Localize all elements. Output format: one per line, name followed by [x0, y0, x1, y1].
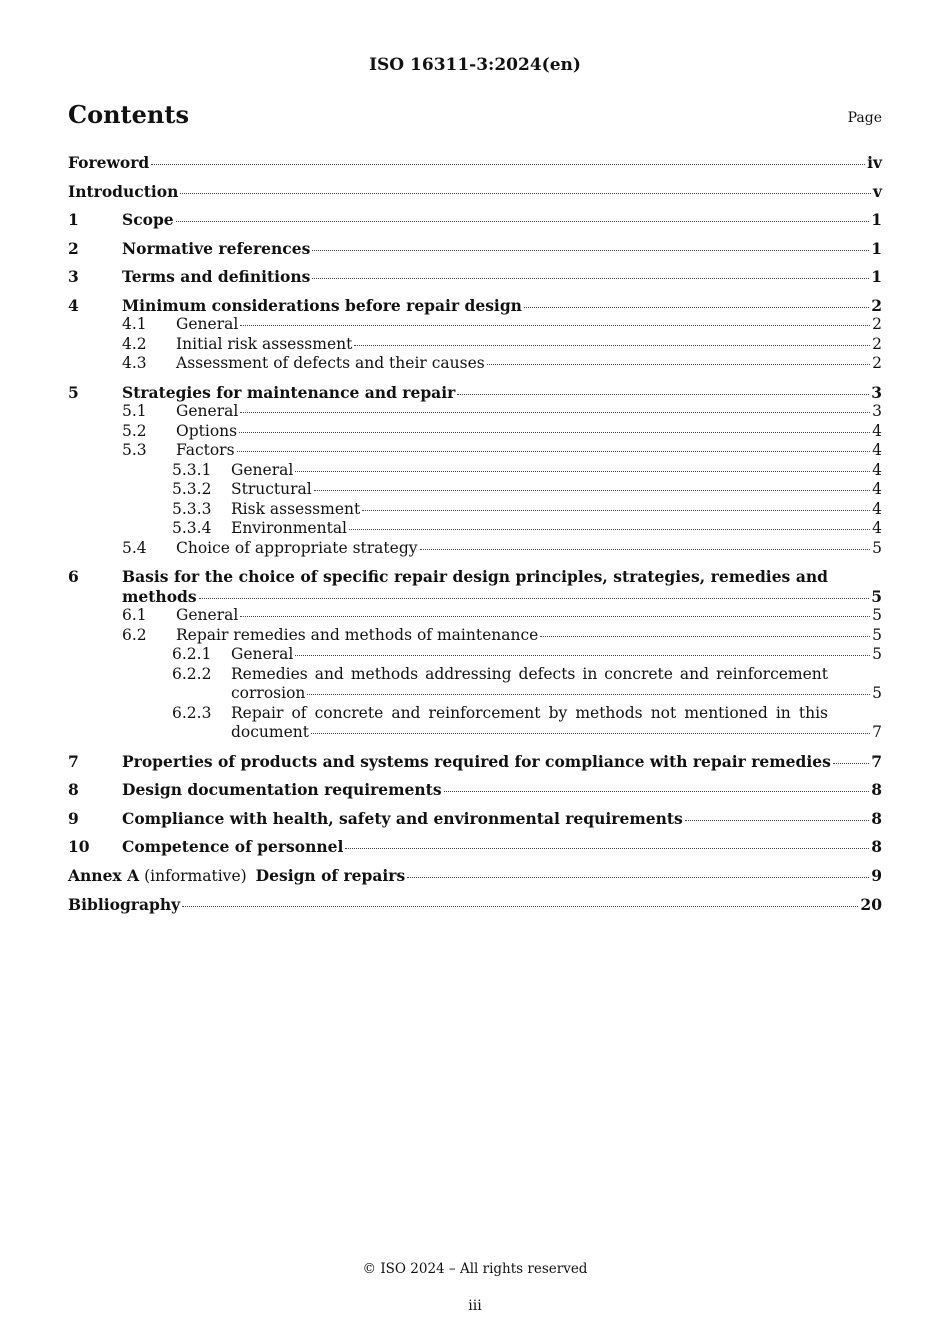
toc-entry-s6-2-2[interactable]	[68, 665, 882, 704]
toc-entry-page: 7	[871, 751, 882, 771]
toc-entry-number: 4	[68, 295, 79, 315]
toc-entry-number: 6.2.1	[172, 645, 212, 663]
toc-entry-page: 1	[871, 238, 882, 258]
leader-dots	[540, 636, 870, 637]
toc-entry-s6-2-1[interactable]	[68, 645, 882, 665]
toc-entry-number: 10	[68, 837, 90, 856]
toc-entry-number: 4.2	[122, 334, 147, 353]
toc-entry-s2[interactable]	[68, 239, 882, 259]
toc-entry-page: 2	[871, 295, 882, 315]
copyright-notice: © ISO 2024 – All rights reserved	[362, 1261, 588, 1277]
toc-entry-s1[interactable]	[68, 210, 882, 230]
leader-dots	[237, 451, 871, 452]
toc-entry-text: Bibliography	[68, 895, 181, 914]
toc-entry-page: 20	[860, 895, 882, 914]
toc-entry-text: Compliance with health, safety and environmental requirements	[122, 808, 683, 828]
toc-entry-text: Design of repairs	[255, 865, 406, 885]
page-number: iii	[468, 1298, 482, 1314]
toc-entry-text-line2: methods	[122, 586, 197, 606]
leader-dots	[349, 529, 870, 530]
toc-entry-s4[interactable]	[68, 296, 882, 316]
toc-entry-number: 5.3.1	[172, 460, 212, 479]
toc-entry-page: 5	[872, 645, 882, 663]
toc-entry-s5-1[interactable]	[68, 402, 882, 422]
page-column-label: Page	[847, 110, 882, 126]
toc-entry-page: 8	[871, 837, 882, 856]
toc-entry-page: 5	[872, 684, 882, 702]
annex-qualifier: (informative)	[144, 866, 247, 885]
toc-entry-page: 4	[872, 519, 882, 537]
toc-entry-s5-3-2[interactable]	[68, 480, 882, 500]
toc-entry-s8[interactable]	[68, 780, 882, 800]
toc-entry-number: 2	[68, 238, 79, 258]
leader-dots	[182, 906, 858, 907]
toc-entry-number: 3	[68, 267, 79, 286]
leader-dots	[240, 325, 870, 326]
toc-entry-text: Introduction	[68, 181, 179, 201]
toc-entry-s5-3-4[interactable]	[68, 519, 882, 539]
toc-entry-text: Design documentation requirements	[122, 780, 442, 799]
toc-entry-page: 3	[871, 382, 882, 402]
toc-entry-page: 4	[872, 480, 882, 498]
toc-entry-text-line1: Remedies and methods addressing defects in concrete and reinforcement	[231, 664, 828, 683]
toc-entry-page: 4	[872, 441, 882, 459]
toc-entry-s5-2[interactable]	[68, 422, 882, 442]
toc-entry-number: 9	[68, 808, 79, 828]
leader-dots	[354, 345, 870, 346]
toc-entry-number: 6.1	[122, 606, 147, 624]
toc-entry-page: 1	[871, 210, 882, 229]
document-id: ISO 16311-3:2024(en)	[369, 55, 581, 75]
leader-dots	[240, 616, 870, 617]
toc-entry-s6[interactable]	[68, 567, 882, 606]
toc-entry-text: General	[176, 315, 239, 333]
toc-entry-text: Terms and definitions	[122, 267, 311, 286]
leader-dots	[685, 820, 869, 821]
toc-entry-text: Normative references	[122, 238, 311, 258]
toc-entry-page: 9	[871, 865, 882, 885]
toc-entry-introduction[interactable]	[68, 182, 882, 202]
toc-entry-text: General	[176, 402, 239, 420]
toc-entry-text-line2: corrosion	[231, 684, 306, 702]
leader-dots	[295, 471, 870, 472]
leader-dots	[176, 221, 870, 222]
toc-entry-number: 5.4	[122, 538, 147, 557]
toc-entry-number: 5	[68, 382, 79, 402]
toc-entry-text: General	[231, 460, 294, 479]
toc-entry-text: General	[231, 645, 294, 663]
leader-dots	[345, 848, 869, 849]
toc-entry-s5-3-3[interactable]	[68, 500, 882, 520]
toc-entry-text: Minimum considerations before repair design	[122, 295, 522, 315]
toc-entry-number: 1	[68, 210, 79, 229]
toc-entry-page: 5	[872, 625, 882, 644]
toc-entry-number: 5.3.2	[172, 480, 212, 498]
toc-entry-number: 4.3	[122, 354, 147, 372]
toc-entry-page: 1	[871, 267, 882, 286]
toc-entry-s5[interactable]	[68, 383, 882, 403]
leader-dots	[307, 694, 870, 695]
toc-entry-text-line1: Repair of concrete and reinforcement by methods not mentioned in this	[231, 703, 828, 722]
toc-entry-page: 5	[871, 586, 882, 606]
leader-dots	[312, 250, 869, 251]
toc-entry-page: 4	[872, 499, 882, 518]
leader-dots	[524, 307, 869, 308]
toc-entry-s7[interactable]	[68, 752, 882, 772]
toc-entry-s5-4[interactable]	[68, 539, 882, 559]
toc-entry-page: v	[872, 181, 882, 201]
toc-entry-bibliography[interactable]	[68, 895, 882, 915]
toc-entry-page: 7	[872, 723, 882, 741]
toc-entry-text: Initial risk assessment	[176, 334, 353, 353]
leader-dots	[180, 193, 871, 194]
toc-entry-text-line1: Basis for the choice of specific repair design principles, strategies, remedies and	[122, 567, 828, 586]
toc-entry-s4-1[interactable]	[68, 315, 882, 335]
toc-entry-s5-3-1[interactable]	[68, 461, 882, 481]
toc-entry-text: Repair remedies and methods of maintenance	[176, 625, 539, 644]
toc-entry-page: 2	[872, 334, 882, 353]
toc-entry-text-line2: document	[231, 723, 309, 741]
leader-dots	[199, 598, 870, 599]
toc-entry-foreword[interactable]	[68, 153, 882, 173]
leader-dots	[295, 655, 870, 656]
toc-entry-text: Competence of personnel	[122, 837, 344, 856]
toc-entry-number: 5.3	[122, 441, 147, 459]
leader-dots	[420, 549, 871, 550]
annex-label: Annex A	[68, 865, 140, 885]
toc-entry-s9[interactable]	[68, 809, 882, 829]
toc-entry-number: 6.2	[122, 625, 147, 644]
toc-entry-number: 5.3.4	[172, 519, 212, 537]
toc-entry-page: 8	[871, 808, 882, 828]
toc-entry-s3[interactable]	[68, 267, 882, 287]
toc-entry-number: 7	[68, 751, 79, 771]
toc-entry-page: iv	[867, 153, 882, 172]
toc-entry-number: 5.2	[122, 421, 147, 440]
toc-entry-text: Choice of appropriate strategy	[176, 538, 418, 557]
leader-dots	[311, 733, 870, 734]
toc-entry-number: 6.2.2	[172, 664, 212, 683]
toc-entry-s6-1[interactable]	[68, 606, 882, 626]
leader-dots	[239, 432, 870, 433]
page-title: Contents	[68, 100, 189, 129]
leader-dots	[362, 510, 870, 511]
leader-dots	[151, 164, 865, 165]
toc-entry-text: Foreword	[68, 153, 150, 172]
toc-entry-text: Factors	[176, 441, 235, 459]
leader-dots	[833, 763, 869, 764]
toc-entry-page: 4	[872, 460, 882, 479]
toc-entry-page: 5	[872, 538, 882, 557]
leader-dots	[312, 278, 869, 279]
toc-entry-text: Assessment of defects and their causes	[176, 354, 485, 372]
toc-entry-number: 4.1	[122, 315, 147, 333]
leader-dots	[314, 490, 870, 491]
toc-entry-s10[interactable]	[68, 837, 882, 857]
toc-entry-text: Scope	[122, 210, 174, 229]
toc-entry-s6-2[interactable]	[68, 626, 882, 646]
toc-entry-text: Environmental	[231, 519, 348, 537]
toc-entry-text: General	[176, 606, 239, 624]
table-of-contents	[68, 153, 882, 915]
toc-entry-text: Options	[176, 421, 238, 440]
toc-entry-text: Structural	[231, 480, 312, 498]
toc-entry-number: 6.2.3	[172, 703, 212, 722]
leader-dots	[240, 412, 870, 413]
toc-entry-page: 2	[872, 315, 882, 333]
toc-entry-number: 5.3.3	[172, 499, 212, 518]
toc-entry-annex-a[interactable]	[68, 866, 882, 887]
leader-dots	[407, 877, 869, 878]
toc-entry-page: 3	[872, 402, 882, 420]
toc-entry-text: Properties of products and systems required for compliance with repair remedies	[122, 751, 831, 771]
toc-entry-page: 2	[872, 354, 882, 372]
toc-entry-s6-2-3[interactable]	[68, 704, 882, 743]
toc-entry-s5-3[interactable]	[68, 441, 882, 461]
leader-dots	[457, 394, 869, 395]
toc-entry-page: 8	[871, 780, 882, 799]
toc-entry-number: 6	[68, 567, 79, 586]
leader-dots	[487, 364, 870, 365]
toc-entry-number: 5.1	[122, 402, 147, 420]
toc-entry-s4-2[interactable]	[68, 335, 882, 355]
toc-entry-page: 4	[872, 421, 882, 440]
toc-entry-page: 5	[872, 606, 882, 624]
toc-entry-text: Risk assessment	[231, 499, 361, 518]
leader-dots	[444, 791, 870, 792]
toc-entry-number: 8	[68, 780, 79, 799]
toc-entry-s4-3[interactable]	[68, 354, 882, 374]
toc-entry-text: Strategies for maintenance and repair	[122, 382, 456, 402]
